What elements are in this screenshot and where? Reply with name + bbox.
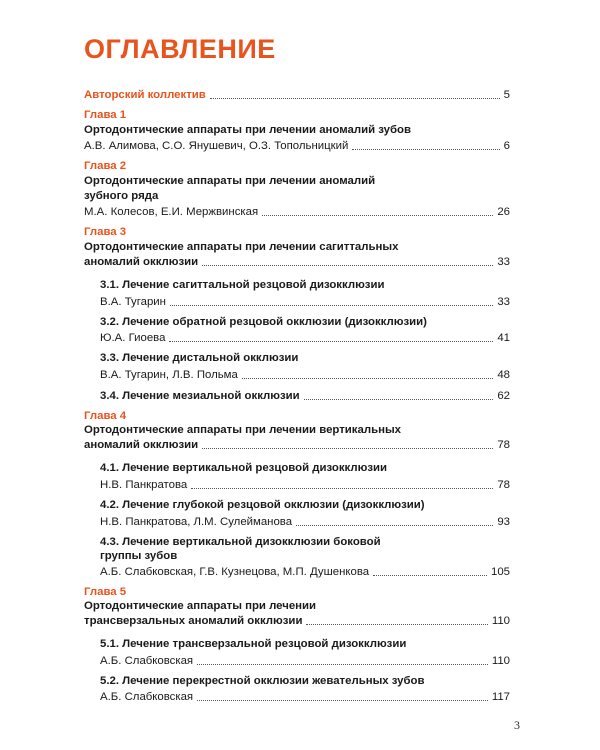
chapter-label: Глава 4	[84, 410, 127, 422]
dot-leader	[296, 525, 493, 526]
toc-entry-chapter-1[interactable]	[84, 137, 510, 153]
toc-entry-chapter-3[interactable]	[84, 253, 510, 269]
dot-leader	[197, 664, 488, 665]
section-authors: Ю.А. Гиоева	[100, 332, 166, 344]
dot-leader	[202, 448, 493, 449]
toc-entry-section-3-4[interactable]	[100, 387, 510, 403]
section-title[interactable]: 4.3. Лечение вертикальной дизокклюзии боковой	[100, 536, 381, 548]
toc-page-number: 6	[503, 140, 510, 152]
toc-entry-chapter-4[interactable]	[84, 436, 510, 452]
toc-entry-section-4-1[interactable]	[100, 476, 510, 492]
toc-page-number: 26	[497, 206, 510, 218]
toc-entry-section-5-1[interactable]	[100, 652, 510, 668]
section-title[interactable]: 4.1. Лечение вертикальной резцовой дизокклюзии	[100, 462, 388, 474]
toc-page-number: 78	[497, 439, 510, 451]
section-authors: А.Б. Слабковская	[100, 691, 194, 703]
section-title: 3.4. Лечение мезиальной окклюзии	[100, 390, 300, 402]
toc-page-number: 105	[490, 566, 510, 578]
dot-leader	[197, 700, 488, 701]
dot-leader	[262, 215, 493, 216]
dot-leader	[191, 488, 493, 489]
section-title[interactable]: 3.1. Лечение сагиттальной резцовой дизокклюзии	[100, 279, 385, 291]
chapter-title[interactable]: Ортодонтические аппараты при лечении аномалий зубов	[84, 124, 411, 136]
toc-entry-section-5-2[interactable]	[100, 688, 510, 704]
toc-page-number: 5	[503, 89, 510, 101]
section-title[interactable]: 5.1. Лечение трансверзальной резцовой дизокклюзии	[100, 638, 407, 650]
toc-page-number: 62	[497, 390, 510, 402]
dot-leader	[304, 399, 494, 400]
dot-leader	[202, 265, 493, 266]
toc-entry-section-3-1[interactable]	[100, 293, 510, 309]
section-authors: Н.В. Панкратова	[100, 479, 188, 491]
section-authors: В.А. Тугарин	[100, 296, 166, 308]
chapter-title: аномалий окклюзии	[84, 256, 199, 268]
section-title[interactable]: 4.2. Лечение глубокой резцовой окклюзии (дизокклюзии)	[100, 499, 425, 511]
chapter-title[interactable]: Ортодонтические аппараты при лечении аномалий	[84, 175, 376, 187]
chapter-label: Глава 5	[84, 586, 127, 598]
page-title: ОГЛАВЛЕНИЕ	[84, 34, 276, 64]
toc-entry-section-4-2[interactable]	[100, 513, 510, 529]
toc-page-number: 48	[497, 369, 510, 381]
toc-entry-section-3-2[interactable]	[100, 329, 510, 345]
toc-page-number: 110	[491, 615, 510, 627]
toc-page-number: 33	[497, 256, 510, 268]
chapter-label: Глава 1	[84, 109, 127, 121]
toc-page-number: 93	[497, 516, 510, 528]
section-title[interactable]: 3.2. Лечение обратной резцовой окклюзии (дизокклюзии)	[100, 316, 427, 328]
dot-leader	[169, 341, 493, 342]
section-title[interactable]: группы зубов	[100, 550, 178, 562]
toc-page-number: 78	[497, 479, 510, 491]
toc-entry-authors[interactable]	[84, 86, 510, 102]
dot-leader	[306, 624, 487, 625]
section-authors: А.Б. Слабковская	[100, 655, 194, 667]
section-title[interactable]: 5.2. Лечение перекрестной окклюзии жевательных зубов	[100, 675, 425, 687]
chapter-title[interactable]: Ортодонтические аппараты при лечении	[84, 600, 317, 612]
toc-entry-chapter-5[interactable]	[84, 612, 510, 628]
toc-page-number: 110	[491, 655, 510, 667]
section-authors: А.Б. Слабковская, Г.В. Кузнецова, М.П. Душенкова	[100, 566, 370, 578]
toc-entry-label: Авторский коллектив	[84, 89, 206, 101]
chapter-label: Глава 3	[84, 226, 127, 238]
section-title[interactable]: 3.3. Лечение дистальной окклюзии	[100, 352, 299, 364]
chapter-title: аномалий окклюзии	[84, 439, 199, 451]
chapter-title[interactable]: Ортодонтические аппараты при лечении сагиттальных	[84, 241, 399, 253]
dot-leader	[210, 98, 500, 99]
toc-page-number: 41	[497, 332, 510, 344]
page-number: 3	[514, 718, 520, 732]
toc-entry-section-3-3[interactable]	[100, 366, 510, 382]
chapter-authors: А.В. Алимова, С.О. Янушевич, О.З. Топольницкий	[84, 140, 349, 152]
dot-leader	[242, 378, 493, 379]
toc-page-number: 33	[497, 296, 510, 308]
section-authors: В.А. Тугарин, Л.В. Польма	[100, 369, 238, 381]
dot-leader	[170, 305, 493, 306]
chapter-title[interactable]: зубного ряда	[84, 190, 159, 202]
chapter-title[interactable]: Ортодонтические аппараты при лечении вертикальных	[84, 424, 402, 436]
toc-page-number: 117	[491, 691, 510, 703]
chapter-label: Глава 2	[84, 160, 127, 172]
chapter-title: трансверзальных аномалий окклюзии	[84, 615, 303, 627]
toc-entry-section-4-3[interactable]	[100, 563, 510, 579]
dot-leader	[352, 149, 499, 150]
dot-leader	[373, 575, 487, 576]
chapter-authors: М.А. Колесов, Е.И. Мержвинская	[84, 206, 259, 218]
toc-entry-chapter-2[interactable]	[84, 203, 510, 219]
section-authors: Н.В. Панкратова, Л.М. Сулейманова	[100, 516, 293, 528]
